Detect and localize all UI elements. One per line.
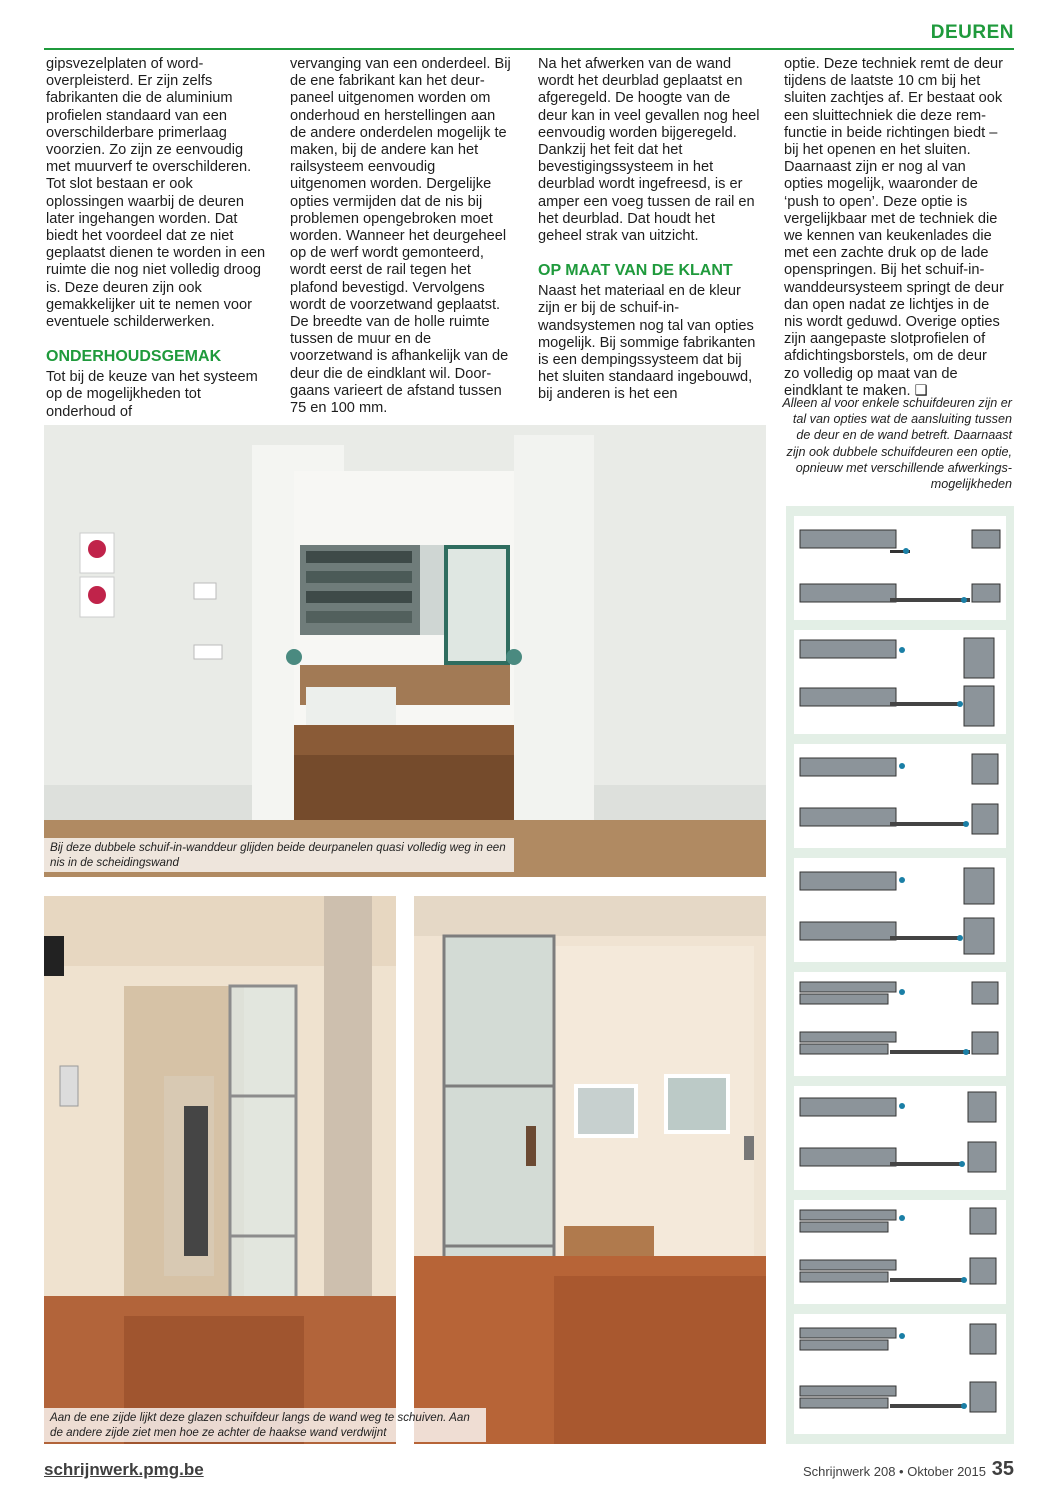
- photo-glass-door-hallway: [44, 896, 396, 1444]
- diagram-panel-1: [794, 516, 1006, 620]
- page-number: 35: [991, 1458, 1014, 1480]
- photo-glass-door-bathroom: [414, 896, 766, 1444]
- diagram-caption: Alleen al voor enkele schuifdeuren zijn er tal van opties wat de aansluiting tussen de deur en de wand betreft. Daarnaast zijn ook dubbele schuifdeuren een optie, opnieuw met verschillende afwerkingsmogelijkheden: [782, 396, 1012, 492]
- subheading: OP MAAT VAN DE KLANT: [538, 262, 733, 280]
- section-tag: DEUREN: [930, 22, 1014, 43]
- body-paragraph: Na het afwerken van de wand wordt het deurblad geplaatst en afgeregeld. De hoogte van de deur kan in veel gevallen nog heel eenvoudig worden bijgeregeld. Dankzij het feit dat het bevestigingssysteem in het deurblad wordt ingefreesd, is er amper een voeg tussen de rail en het deurblad. Dat houdt het geheel strak van uitzicht.: [538, 56, 760, 245]
- diagram-panel-8: [794, 1314, 1006, 1434]
- body-paragraph: optie. Deze techniek remt de deur tijdens de laatste 10 cm bij het sluiten zachtjes af. Er bestaat ook een sluittechniek die deze remfunctie in beide richtingen biedt – bij het openen en het sluiten. Daarnaast zijn er nog al van opties mogelijk, waaronder de ‘push to open’. Deze optie is vergelijkbaar met de techniek die we kennen van keukenlades die met een zachte druk op de lade openspringen. Bij het schuif-in-wanddeursysteem springt de deur dan open nadat ze lichtjes in de nis wordt geduwd. Overige opties zijn aangepaste slotprofielen of afdichtingsborstels, om de deur zo volledig op maat van de eindklant te maken. ❑: [784, 56, 1004, 399]
- diagram-panel-5: [794, 972, 1006, 1076]
- photo-double-pocket-door: [44, 425, 766, 877]
- diagram-panel-3: [794, 744, 1006, 848]
- diagram-panel-6: [794, 1086, 1006, 1190]
- photo-caption: Bij deze dubbele schuif-in-wanddeur glijden beide deurpanelen quasi volledig weg in een nis in de scheidingswand: [44, 838, 514, 872]
- footer-website-link[interactable]: schrijnwerk.pmg.be: [44, 1460, 204, 1479]
- subheading: ONDERHOUDSGEMAK: [46, 348, 222, 366]
- body-paragraph: gipsvezelplaten of wordoverpleisterd. Er zijn zelfs fabrikanten die de aluminium profielen standaard van een overschilderbare primerlaag voorzien. Zo zijn ze eenvoudig met muurverf te overschilderen. Tot slot bestaan er ook oplossingen waarbij de deuren later ingehangen worden. Dat biedt het voordeel dat ze niet geplaatst dienen te worden in een ruimte die nog niet volledig droog is. Deze deuren zijn ook gemakkelijker uit te nemen voor eventuele schilderwerken.: [46, 56, 266, 331]
- door-connection-diagrams: [786, 506, 1014, 1444]
- footer-magazine-issue: Schrijnwerk 208 • Oktober 2015: [802, 1464, 986, 1479]
- diagram-panel-2: [794, 630, 1006, 734]
- diagram-panel-7: [794, 1200, 1006, 1304]
- section-rule: [44, 48, 1014, 50]
- photo-caption: Aan de ene zijde lijkt deze glazen schuifdeur langs de wand weg te schuiven. Aan de andere zijde ziet men hoe ze achter de haakse wand verdwijnt: [44, 1408, 486, 1442]
- text-column-2: [290, 56, 512, 417]
- body-paragraph: Naast het materiaal en de kleur zijn er bij de schuif-in-wandsystemen nog tal van opties mogelijk. Bij sommige fabrikanten is een dempingssysteem dat bij het sluiten standaard ingebouwd, bij anderen is het een: [538, 283, 756, 403]
- text-column-4: [784, 56, 1006, 400]
- body-paragraph: Tot bij de keuze van het systeem op de mogelijkheden tot onderhoud of: [46, 369, 258, 420]
- text-column-1: [46, 56, 268, 421]
- body-paragraph: vervanging van een onderdeel. Bij de ene fabrikant kan het deurpaneel uitgenomen worden om onderhoud en herstellingen aan de andere onderdelen mogelijk te maken, bij de andere kan het railsysteem eenvoudig uitgenomen worden. Dergelijke opties vermijden dat de nis bij problemen opengebroken moet worden. Wanneer het deurgeheel op de werf wordt gemonteerd, wordt eerst de rail tegen het plafond bevestigd. Vervolgens wordt de voorzetwand geplaatst. De breedte van de holle ruimte tussen de muur en de voorzetwand is afhankelijk van de deur die de eindklant wil. Doorgaans varieert de afstand tussen 75 en 100 mm.: [290, 56, 511, 417]
- text-column-3: [538, 56, 760, 404]
- diagram-panel-4: [794, 858, 1006, 962]
